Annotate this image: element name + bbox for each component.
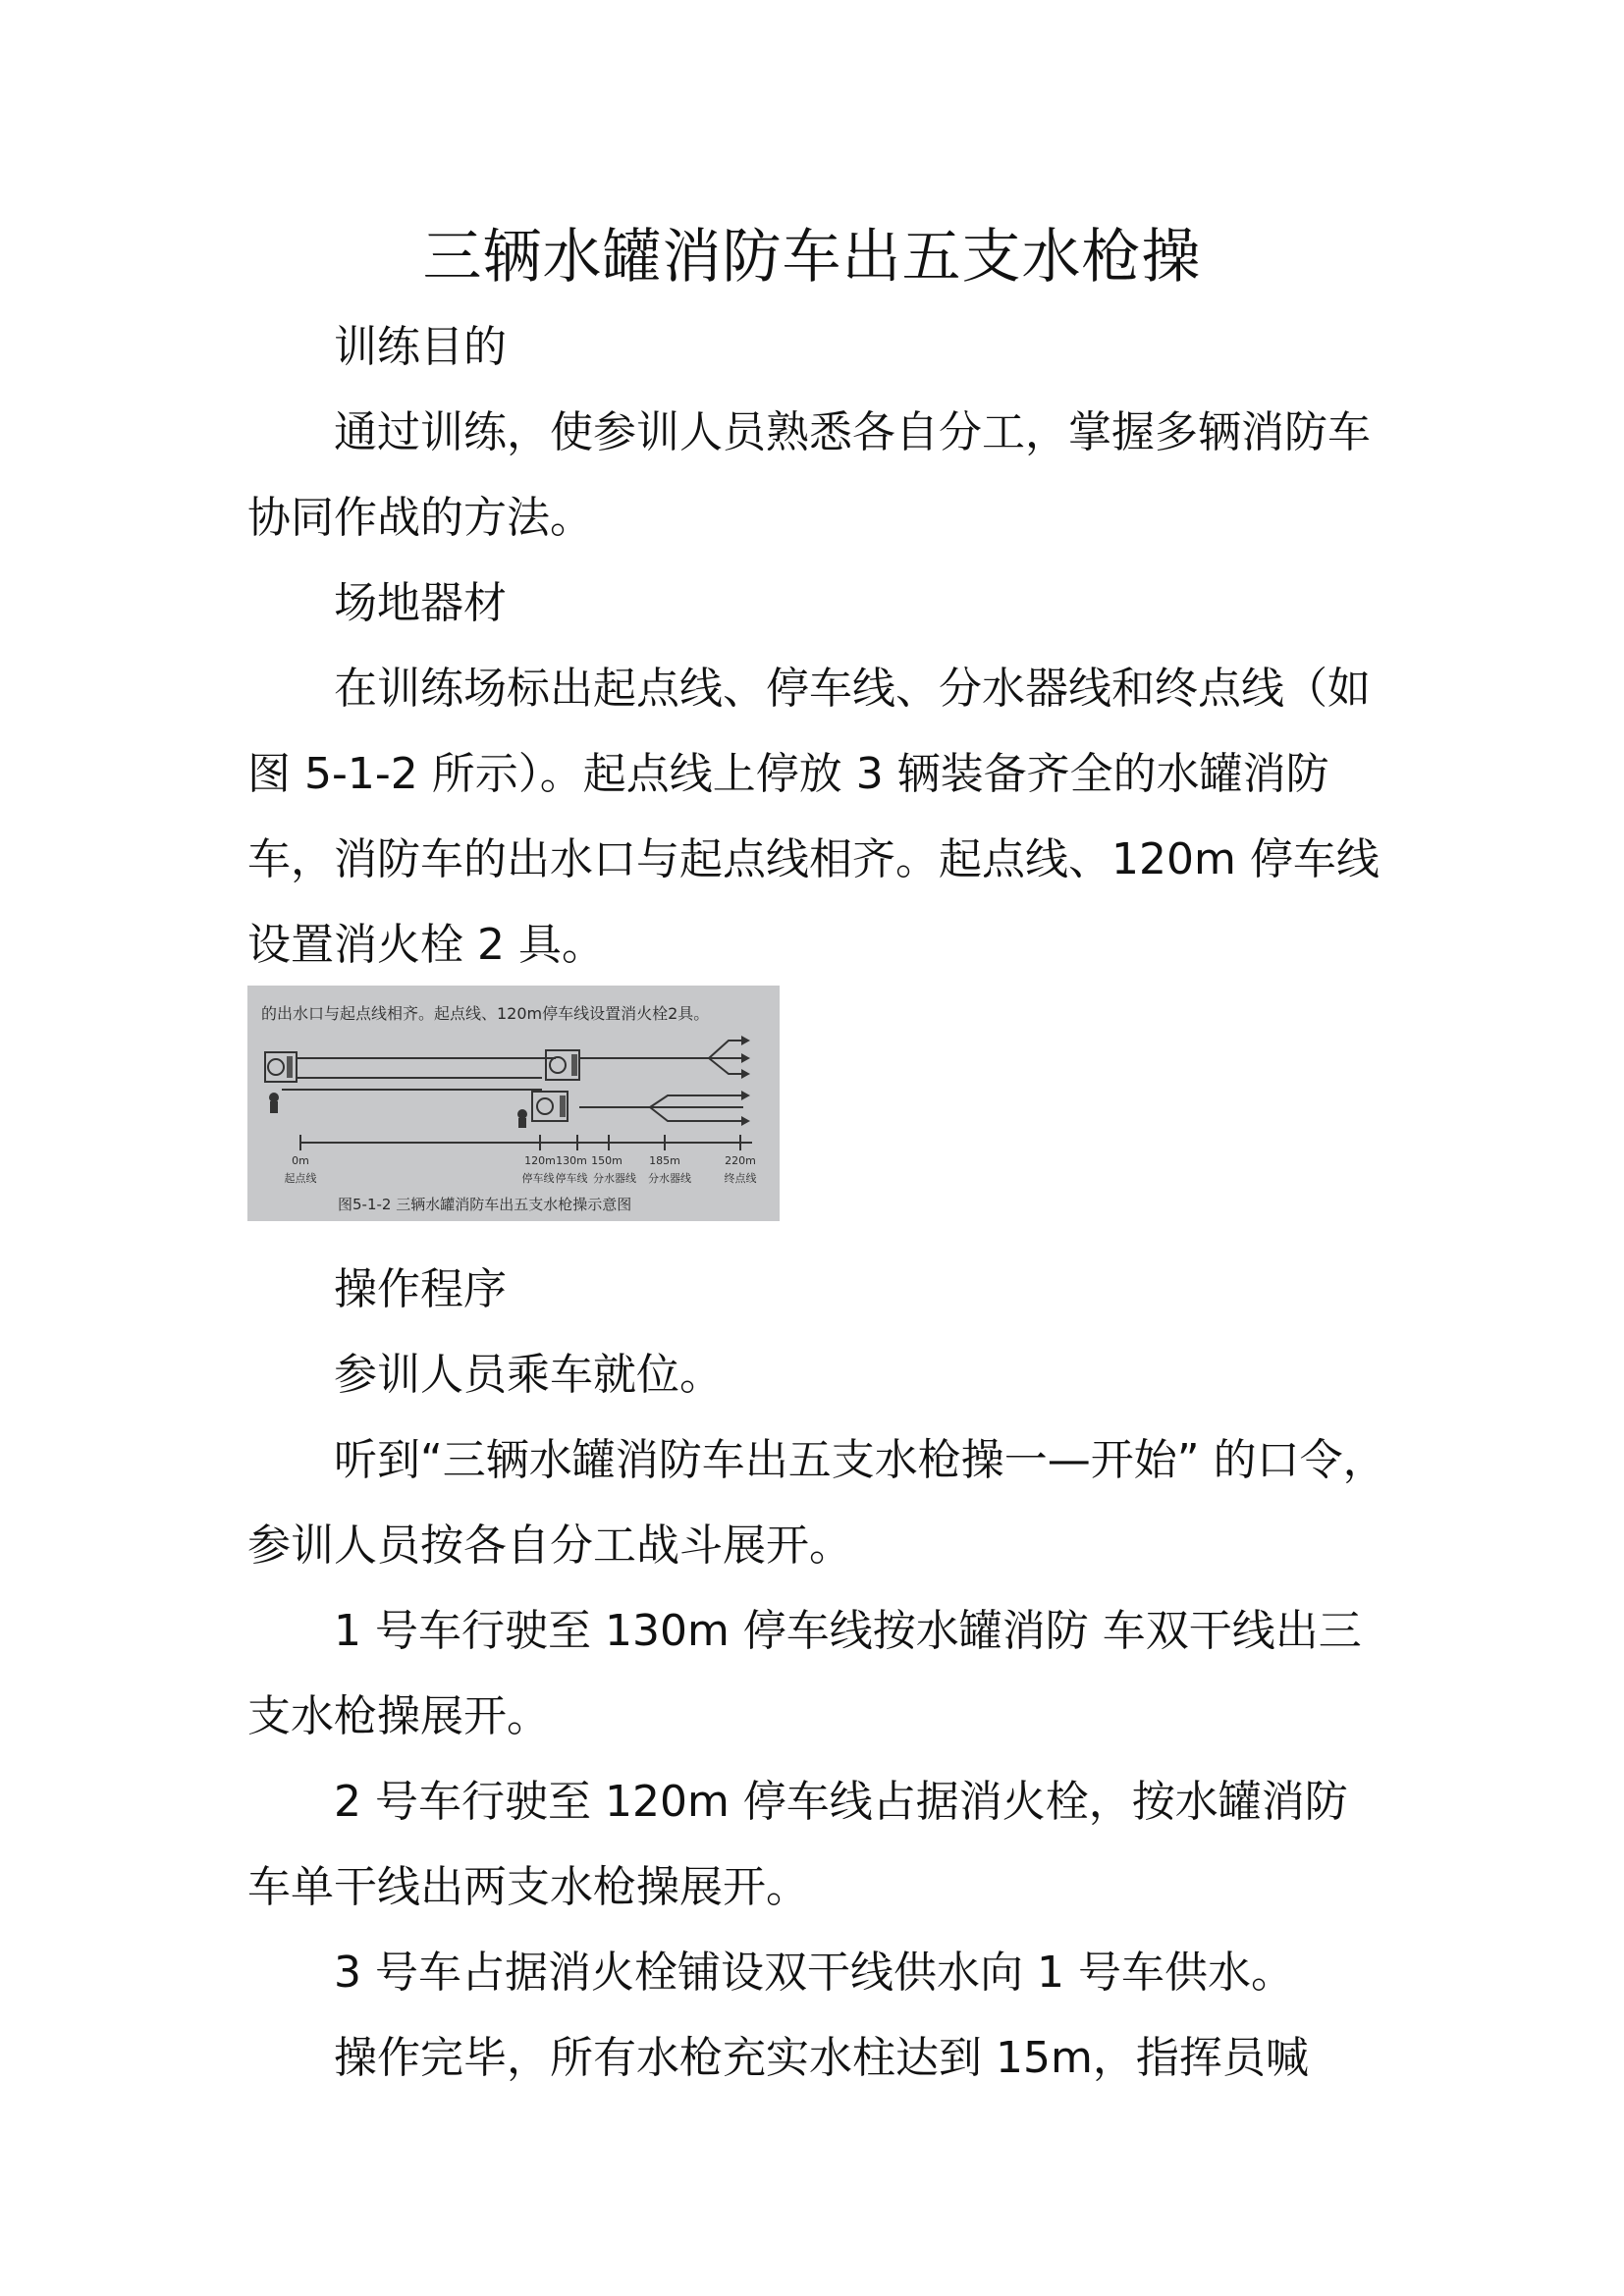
distance-label-185m: 185m: [649, 1154, 680, 1167]
line-label-start: 起点线: [284, 1172, 317, 1185]
paragraph-purpose: 通过训练，使参训人员熟悉各自分工，掌握多辆消防车协同作战的方法。: [247, 407, 1371, 543]
diagram-svg: [247, 986, 780, 1221]
paragraph-site: 在训练场标出起点线、停车线、分水器线和终点线（如图 5-1-2 所示）。起点线上停放 3 辆装备齐全的水罐消防车，消防车的出水口与起点线相齐。起点线、120m 停车线设置消火栓 2 具。: [247, 664, 1380, 970]
paragraph-procedure-3: 1 号车行驶至 130m 停车线按水罐消防 车双干线出三支水枪操展开。: [247, 1606, 1362, 1741]
figure-caption: 图5-1-2 三辆水罐消防车出五支水枪操示意图: [338, 1196, 632, 1213]
page-title: 三辆水罐消防车出五支水枪操: [422, 223, 1202, 292]
fire-truck-3: [532, 1092, 568, 1121]
paragraph-procedure-6: 操作完毕，所有水枪充实水柱达到 15m，指挥员喊: [334, 2033, 1309, 2083]
distributor-branches-1: [579, 1041, 743, 1121]
figure-top-text: 的出水口与起点线相齐。起点线、120m停车线设置消火栓2具。: [261, 1004, 710, 1023]
section-heading-site: 场地器材: [334, 578, 507, 628]
paragraph-procedure-2: 听到“三辆水罐消防车出五支水枪操一—开始” 的口令，参训人员按各自分工战斗展开。: [247, 1435, 1386, 1571]
line-label-stop-2: 停车线: [555, 1172, 588, 1185]
distance-axis: [300, 1135, 752, 1150]
section-heading-procedure: 操作程序: [334, 1264, 507, 1314]
diagram-figure: [247, 986, 780, 1221]
paragraph-procedure-4: 2 号车行驶至 120m 停车线占据消火栓，按水罐消防车单干线出两支水枪操展开。: [247, 1777, 1348, 1912]
distance-label-220m: 220m: [725, 1154, 756, 1167]
line-label-distributor-1: 分水器线: [593, 1172, 636, 1185]
line-label-stop-1: 停车线: [521, 1172, 555, 1185]
section-heading-purpose: 训练目的: [334, 322, 507, 372]
fire-truck-1: [265, 1052, 297, 1082]
fire-hydrant-1: [269, 1093, 279, 1113]
distance-label-150m: 150m: [591, 1154, 623, 1167]
fire-hydrant-2: [517, 1109, 527, 1128]
distance-label-0m: 0m: [292, 1154, 309, 1167]
line-label-finish: 终点线: [724, 1172, 757, 1185]
arrow-heads: [741, 1036, 750, 1126]
fire-truck-2: [546, 1050, 579, 1080]
distance-label-120m: 120m: [524, 1154, 556, 1167]
distance-label-130m: 130m: [556, 1154, 587, 1167]
paragraph-procedure-5: 3 号车占据消火栓铺设双干线供水向 1 号车供水。: [334, 1948, 1294, 1998]
paragraph-procedure-1: 参训人员乘车就位。: [334, 1350, 723, 1400]
line-label-distributor-2: 分水器线: [648, 1172, 691, 1185]
